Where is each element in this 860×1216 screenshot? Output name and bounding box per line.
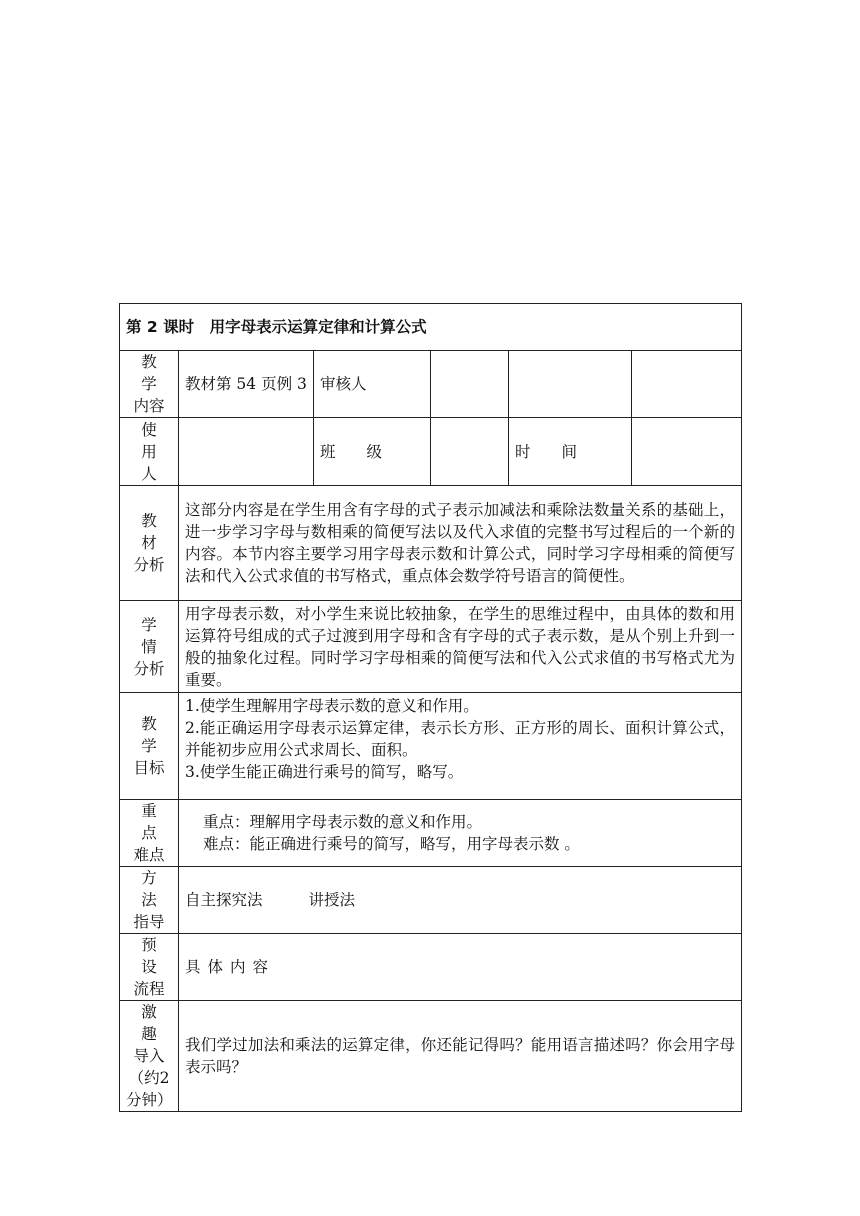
material-label: 教 材 分析 xyxy=(120,486,179,601)
title-row xyxy=(120,304,742,351)
empty-cell xyxy=(632,351,742,418)
flow-label: 预 设 流程 xyxy=(120,934,179,1001)
key-points xyxy=(179,800,742,867)
user-row xyxy=(120,418,742,486)
content-value: 教材第 54 页例 3 xyxy=(179,351,314,418)
key-label: 重 点 难点 xyxy=(120,800,179,867)
content-label: 教 学 内容 xyxy=(120,351,179,418)
method-2: 讲授法 xyxy=(308,891,356,909)
time-label: 时 间 xyxy=(509,418,632,486)
lesson-plan-table xyxy=(119,303,742,1112)
goals-list xyxy=(179,693,742,800)
flow-row xyxy=(120,934,742,1001)
key-row xyxy=(120,800,742,867)
student-analysis-text: 用字母表示数，对小学生来说比较抽象，在学生的思维过程中，由具体的数和用运算符号组成的式子过渡到用字母和含有字母的式子表示数，是从个别上升到一般的抽象化过程。同时学习字母相乘的简便写法和代入公式求值的书写格式尤为重要。 xyxy=(179,601,742,693)
flow-text: 具体内容 xyxy=(179,934,742,1001)
user-value-cell xyxy=(179,418,314,486)
material-row xyxy=(120,486,742,601)
goals-row xyxy=(120,693,742,800)
method-row xyxy=(120,867,742,934)
goal-item: 1.使学生理解用字母表示数的意义和作用。 xyxy=(185,697,479,715)
goals-label: 教 学 目标 xyxy=(120,693,179,800)
reviewer-value-cell xyxy=(431,351,509,418)
lesson-title: 第 2 课时 用字母表示运算定律和计算公式 xyxy=(120,304,742,351)
material-analysis-text: 这部分内容是在学生用含有字母的式子表示加减法和乘除法数量关系的基础上，进一步学习字母与数相乘的简便写法以及代入求值的完整书写过程后的一个新的内容。本节内容主要学习用字母表示数和计算公式，同时学习字母相乘的简便写法和代入公式求值的书写格式，重点体会数学符号语言的简便性。 xyxy=(179,486,742,601)
intro-row xyxy=(120,1001,742,1112)
empty-cell xyxy=(509,351,632,418)
student-label: 学 情 分析 xyxy=(120,601,179,693)
intro-text: 我们学过加法和乘法的运算定律，你还能记得吗？能用语言描述吗？你会用字母表示吗？ xyxy=(179,1001,742,1112)
difficulty-text: 难点：能正确进行乘号的简写，略写，用字母表示数 。 xyxy=(203,835,580,853)
goal-item: 2.能正确运用字母表示运算定律，表示长方形、正方形的周长、面积计算公式，并能初步应用公式求周长、面积。 xyxy=(185,719,735,759)
intro-label: 激 趣 导入 （约2 分钟） xyxy=(120,1001,179,1112)
user-label: 使 用 人 xyxy=(120,418,179,486)
method-cell xyxy=(179,867,742,934)
class-label: 班 级 xyxy=(314,418,431,486)
content-row xyxy=(120,351,742,418)
goal-item: 3.使学生能正确进行乘号的简写，略写。 xyxy=(185,763,464,781)
key-point-text: 重点：理解用字母表示数的意义和作用。 xyxy=(203,813,483,831)
time-value-cell xyxy=(632,418,742,486)
method-label: 方 法 指导 xyxy=(120,867,179,934)
student-row xyxy=(120,601,742,693)
class-value-cell xyxy=(431,418,509,486)
method-1: 自主探究法 xyxy=(185,891,263,909)
reviewer-label: 审核人 xyxy=(314,351,431,418)
